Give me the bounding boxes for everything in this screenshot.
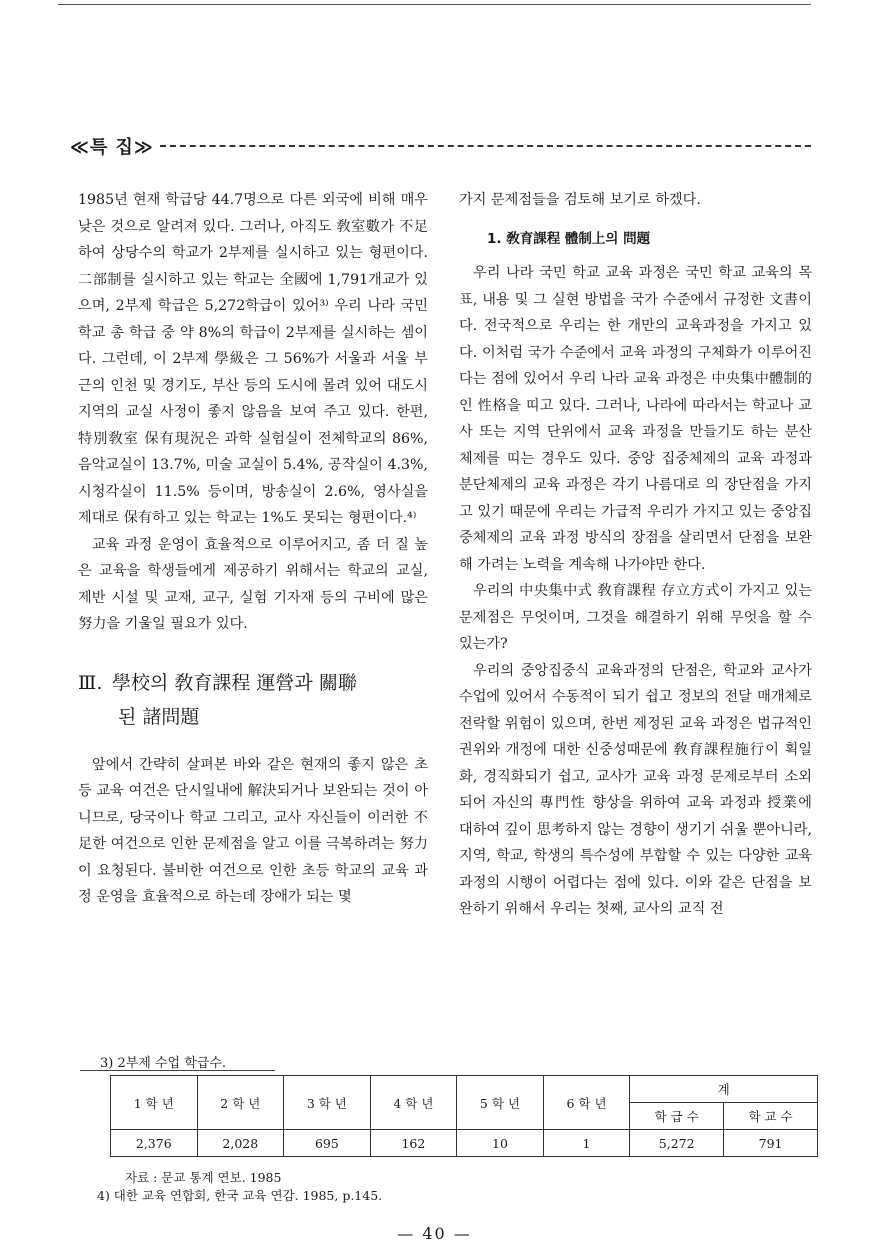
header-grade-3: 3 학 년 <box>284 1076 371 1130</box>
footnote-rule <box>80 1070 275 1071</box>
header-grade-1: 1 학 년 <box>111 1076 198 1130</box>
footnote-4: 4) 대한 교육 연합회, 한국 교육 연감. 1985, p.145. <box>97 1188 383 1203</box>
table-cell: 162 <box>370 1130 457 1157</box>
header-grade-5: 5 학 년 <box>457 1076 544 1130</box>
section-title-line-1: 學校의 敎育課程 運營과 關聯 <box>112 671 357 694</box>
table-cell: 5,272 <box>630 1130 724 1157</box>
left-paragraph-3: 앞에서 간략히 살펴본 바와 같은 현재의 좋지 않은 초등 교육 여건은 단시일내에 解決되거나 보완되는 것이 아니므로, 당국이나 학교 그리고, 교사 자신들이 이러한 不足한 여건으로 인한 문제점을 알고 이를 극복하려는 努力이 요청된다. 불비한 여건으로 인한 초등 학교의 교육 과정 운영을 효율적으로 하는데 장애가 되는 몇 <box>78 756 428 905</box>
header-grade-4: 4 학 년 <box>370 1076 457 1130</box>
table-cell: 10 <box>457 1130 544 1157</box>
right-paragraph-1: 우리 나라 국민 학교 교육 과정은 국민 학교 교육의 목표, 내용 및 그 실현 방법을 국가 수준에서 규정한 文書이다. 전국적으로 우리는 한 개만의 교육과정을 가지고 있다. 이처럼 국가 수준에서 교육 과정의 구체화가 이루어진다는 점에 있어서 우리 나라 교육 과정은 中央集中體制的인 性格을 띠고 있다. 그러나, 나라에 따라서는 학교나 교사 또는 지역 단위에서 교육 과정을 만들기도 하는 분산 체제를 띠는 경우도 있다. 중앙 집중체제의 교육 과정과 분단체제의 교육 과정은 각기 나름대로 의 장단점을 가지고 있기 때문에 우리는 가급적 우리가 가지고 있는 중앙집중체제의 교육 과정 방식의 장점을 살리면서 단점을 보완해 가려는 노력을 계속해 나가야만 한다. <box>459 265 812 573</box>
table-cell: 695 <box>284 1130 371 1157</box>
header-grade-6: 6 학 년 <box>543 1076 630 1130</box>
table-source: 자료 : 문교 통계 연보. 1985 <box>125 1170 282 1185</box>
subsection-heading: 1. 敎育課程 體制上의 問題 <box>487 230 651 247</box>
section-number: Ⅲ. <box>78 671 103 694</box>
footnote-3-title: 3) 2부제 수업 학급수. <box>100 1056 227 1071</box>
left-paragraph-1: 1985년 현재 학급당 44.7명으로 다른 외국에 비해 매우 낮은 것으로 알려져 있다. 그러나, 아직도 敎室數가 不足하여 상당수의 학교가 2부제를 실시하고 있는 형편이다. 二部制를 실시하고 있는 학교는 全國에 1,791개교가 있으며, 2부제 학급은 5,272학급이 있어³⁾ 우리 나라 국민 학교 총 학급 중 약 8%의 학급이 2부제를 실시하는 셈이다. 그런데, 이 2부제 學級은 그 56%가 서울과 서울 부근의 인천 및 경기도, 부산 등의 도시에 몰려 있어 대도시 지역의 교실 사정이 좋지 않음을 보여 주고 있다. 한편, 特別敎室 保有現況은 과학 실험실이 전체학교의 86%, 음악교실이 13.7%, 미술 교실이 5.4%, 공작실이 4.3%, 시청각실이 11.5% 등이며, 방송실이 2.6%, 영사실을 제대로 保有하고 있는 학교는 1%도 못되는 형편이다.⁴⁾ <box>78 192 428 526</box>
header-label: ≪특 집≫ <box>70 137 154 158</box>
right-paragraph-2: 우리의 中央集中式 敎育課程 存立方式이 가지고 있는 문제점은 무엇이며, 그것을 해결하기 위해 무엇을 할 수 있는가? <box>459 583 812 652</box>
right-paragraph-0: 가지 문제점들을 검토해 보기로 하겠다. <box>459 192 701 208</box>
table-cell: 791 <box>724 1130 818 1157</box>
right-paragraph-3: 우리의 중앙집중식 교육과정의 단점은, 학교와 교사가 수업에 있어서 수동적이 되기 쉽고 정보의 전달 매개체로 전락할 위험이 있으며, 한번 제정된 교육 과정은 법규적인 권위와 개정에 대한 신중성때문에 敎育課程施行이 획일화, 경직화되기 쉽고, 교사가 교육 과정 문제로부터 소외되어 자신의 專門性 향상을 위하여 교육 과정과 授業에 대하여 깊이 思考하지 않는 경향이 생기기 쉬울 뿐아니라, 지역, 학교, 학생의 특수성에 부합할 수 있는 다양한 교육 과정의 시행이 어렵다는 점에 있다. 이와 같은 단점을 보완하기 위해서 우리는 첫째, 교사의 교직 전 <box>459 662 812 917</box>
table-cell: 2,028 <box>197 1130 284 1157</box>
header-class-count: 학 급 수 <box>630 1103 724 1130</box>
table-cell: 2,376 <box>111 1130 198 1157</box>
right-column <box>459 187 812 923</box>
header-school-count: 학 교 수 <box>724 1103 818 1130</box>
left-paragraph-2: 교육 과정 운영이 효율적으로 이루어지고, 좀 더 질 높은 교육을 학생들에게 제공하기 위해서는 학교의 교실, 제반 시설 및 교재, 교구, 실험 기자재 등의 구비에 많은 努力을 기울일 필요가 있다. <box>78 536 428 632</box>
header-dashed-rule <box>160 145 811 147</box>
header-total: 계 <box>630 1076 818 1103</box>
section-header <box>70 133 811 159</box>
header-grade-2: 2 학 년 <box>197 1076 284 1130</box>
double-shift-class-table <box>110 1075 818 1157</box>
left-column <box>78 187 428 911</box>
page-number: — 40 — <box>397 1224 472 1243</box>
top-rule <box>58 4 811 5</box>
section-title-line-2: 된 諸問題 <box>118 705 200 728</box>
section-heading <box>78 666 428 734</box>
table-cell: 1 <box>543 1130 630 1157</box>
table-row <box>111 1130 818 1157</box>
table-header-row <box>111 1076 818 1103</box>
